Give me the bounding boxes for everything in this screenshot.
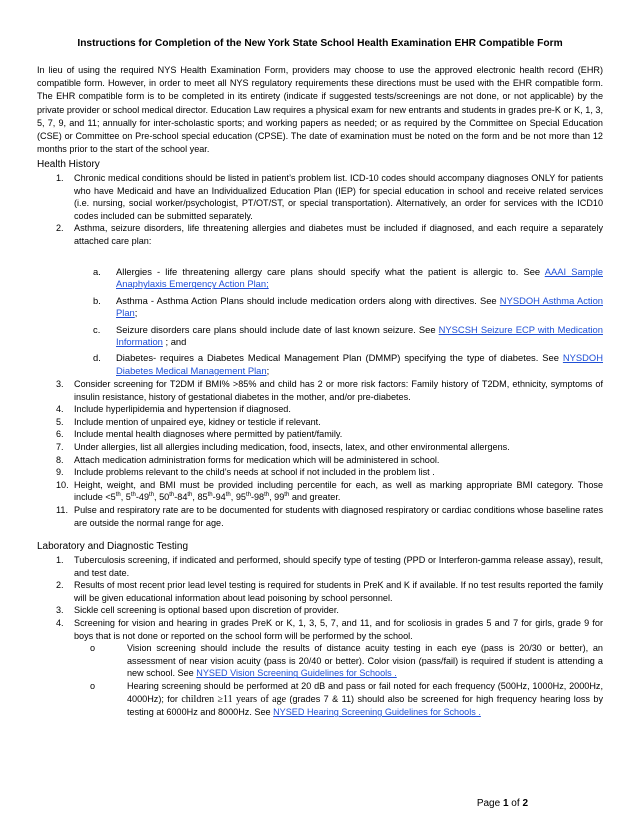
- care-plan-sublist: [37, 262, 603, 377]
- bullet-serif-text: children ≥11 years of age: [181, 693, 287, 705]
- item-number: 7.: [56, 441, 64, 452]
- item-text: Consider screening for T2DM if BMI% >85% and child has 2 or more risk factors: Family history of T2DM, ethnicity, symptoms of insulin resistance, history of gestational diabetes in the mother, and/or pre-diabetes.: [74, 379, 603, 402]
- item-text: Attach medication administration forms for medication which will be administered in school.: [74, 454, 440, 465]
- page-number: 1: [502, 798, 509, 809]
- sub-item-asthma: [37, 295, 603, 320]
- item-text: Results of most recent prior lead level testing is required for students in PreK and K if available. If no test results reported the family will be given educational information about lead poisoning by school personnel.: [74, 580, 603, 603]
- aaai-anaphylaxis-link[interactable]: AAAI Sample Anaphylaxis Emergency Action Plan;: [116, 266, 603, 290]
- item-text: Include problems relevant to the child’s needs at school if not included in the problem list .: [74, 467, 435, 478]
- item-number: 1.: [56, 555, 64, 565]
- list-item: [37, 454, 603, 467]
- bullet-text: Vision screening should include the results of distance acuity testing in each eye (pass is 20/30 or better), an assessment of near vision acuity (pass is 20/40 or better). Color vision (pass/fail) is required if student is attending a new school. See: [127, 643, 603, 679]
- list-item: [37, 222, 603, 247]
- item-text: Chronic medical conditions should be listed in patient’s problem list. ICD-10 codes should accompany diagnoses ONLY for patients who have Medicaid and have an Individualized Education Plan (IEP) for special education in school and receive related services (i.e. nursing, social worker/psychologist, PT/OT/ST, or special transportation). Alternatively, an order for services with the ICD10 codes included can be submitted separately.: [74, 173, 603, 221]
- sub-item-letter: c.: [93, 323, 101, 335]
- bullet-text-2: (grades 7 & 11) should also be screened for high frequency hearing loss by testing at 6000Hz and 8000Hz. See: [127, 693, 603, 718]
- item-number: 2.: [56, 223, 64, 234]
- item-text: Include mention of unpaired eye, kidney or testicle if relevant.: [74, 416, 321, 427]
- item-text: Include hyperlipidemia and hypertension if diagnosed.: [74, 404, 291, 415]
- sub-item-after: ;: [134, 307, 138, 319]
- nysed-hearing-link[interactable]: NYSED Hearing Screening Guidelines for Schools .: [273, 707, 481, 718]
- item-number: 6.: [56, 429, 64, 440]
- item-number: 4.: [56, 404, 64, 415]
- list-item: [37, 604, 603, 617]
- list-item: [37, 403, 603, 416]
- item-number: 9.: [56, 467, 64, 478]
- nysed-vision-link[interactable]: NYSED Vision Screening Guidelines for Schools .: [196, 668, 397, 679]
- document-title: Instructions for Completion of the New York State School Health Examination EHR Compatible Form: [77, 38, 563, 49]
- item-number: 4.: [56, 617, 64, 628]
- bullet-mark: o: [90, 680, 96, 691]
- health-history-list-continued: [37, 378, 603, 529]
- item-number: 11.: [56, 504, 68, 515]
- bullet-vision: [37, 642, 603, 680]
- item-number: 3.: [56, 605, 64, 616]
- list-item: [37, 554, 603, 579]
- sub-item-allergies: [37, 266, 603, 291]
- sub-item-text: Diabetes- requires a Diabetes Medical Management Plan (DMMP) specifying the type of diabetes. See: [116, 352, 563, 364]
- list-item: [37, 504, 603, 529]
- sub-item-letter: d.: [93, 352, 101, 364]
- nyscsh-seizure-link[interactable]: NYSCSH Seizure ECP with Medication Information: [116, 323, 603, 348]
- footer-prefix: Page: [476, 798, 503, 809]
- intro-paragraph: In lieu of using the required NYS Health Examination Form, providers may choose to use the approved electronic health record (EHR) compatible form. However, in order to meet all NYS regulatory requirements these directions must be used with the EHR compatible form. The EHR compatible form is to be completed in its entirety (indicate if suggested tests/screenings are not done, or not applicable) by the private provider or school medical director. Education Law requires a physical exam for new entrants and students in grades pre-K or K, 1, 3, 5, 7, 9, and 11; annually for inter-scholastic sports; and working papers as needed; or as required by the Committee on Special Education (CSE) or Committee on Pre-school special education (CPSE). The date of examination must be noted on the form and be not more than 12 months prior to the start of the school year.: [37, 65, 603, 155]
- sub-item-after: ; and: [162, 336, 187, 348]
- sub-item-text: Seizure disorders care plans should include date of last known seizure. See: [116, 323, 439, 335]
- lab-testing-heading: Laboratory and Diagnostic Testing: [37, 541, 189, 552]
- bullet-mark: o: [90, 643, 96, 654]
- list-item: [37, 579, 603, 604]
- list-item: [37, 416, 603, 429]
- item-number: 5.: [56, 416, 64, 427]
- page-total: 2: [522, 798, 528, 809]
- list-item-bmi: [37, 479, 603, 504]
- list-item: [37, 441, 603, 454]
- item-text: Sickle cell screening is optional based upon discretion of provider.: [74, 605, 339, 616]
- bullet-hearing: [37, 680, 603, 719]
- item-number: 2.: [56, 580, 64, 591]
- list-item: [37, 428, 603, 441]
- health-history-list: [37, 172, 603, 248]
- footer-middle: of: [508, 798, 523, 809]
- item-text: Tuberculosis screening, if indicated and performed, should specify type of testing (PPD or Interferon-gamma release assay), result, and test date.: [74, 555, 603, 578]
- sub-item-diabetes: [37, 352, 603, 377]
- sub-item-letter: b.: [93, 294, 101, 306]
- sub-item-text: Asthma - Asthma Action Plans should include medication orders along with directives. See: [116, 294, 500, 306]
- list-item: [37, 466, 603, 479]
- nysdoh-diabetes-link[interactable]: NYSDOH Diabetes Medical Management Plan: [116, 352, 603, 376]
- item-number: 10.: [56, 479, 69, 490]
- sub-item-text: Allergies - life threatening allergy care plans should specify what the patient is allergic to. See: [116, 266, 545, 277]
- item-text: Pulse and respiratory rate are to be documented for students with diagnosed respiratory or cardiac conditions whose baseline rates are outside the normal range for age.: [74, 504, 603, 528]
- sub-item-after: ;: [266, 364, 270, 376]
- item-number: 3.: [56, 379, 64, 389]
- nysdoh-asthma-link[interactable]: NYSDOH Asthma Action Plan: [116, 294, 603, 319]
- list-item: [37, 378, 603, 403]
- sub-item-seizure: [37, 324, 603, 349]
- health-history-heading: Health History: [37, 159, 100, 170]
- item-number: 8.: [56, 454, 64, 465]
- sub-item-letter: a.: [93, 266, 101, 277]
- list-item: [37, 617, 603, 642]
- item-number: 1.: [56, 173, 64, 183]
- bullet-text: Hearing screening should be performed at 20 dB and pass or fail noted for each frequency (500Hz, 1000Hz, 2000Hz, 4000Hz); for: [127, 680, 603, 704]
- item-text: Height, weight, and BMI must be provided including percentile for each, as well as marking appropriate BMI category. Those include <5th, 5th-49th, 50th-84th, 85th-94th, 95th-98th, 99th and greater.: [74, 479, 603, 503]
- item-text: Asthma, seizure disorders, life threatening allergies and diabetes must be included if diagnosed, and each require a separately attached care plan:: [74, 223, 603, 246]
- item-text: Under allergies, list all allergies including medication, food, insects, latex, and other environmental allergens.: [74, 441, 510, 452]
- page-footer: [477, 798, 528, 809]
- list-item: [37, 172, 603, 222]
- lab-testing-list: [37, 554, 603, 719]
- item-text: Screening for vision and hearing in grades PreK or K, 1, 3, 5, 7, and 11, and for scoliosis in grades 5 and 7 for girls, grade 9 for boys that is not done or reported on the school form will be performed by the school.: [74, 617, 603, 641]
- item-text: Include mental health diagnoses where permitted by patient/family.: [74, 429, 343, 440]
